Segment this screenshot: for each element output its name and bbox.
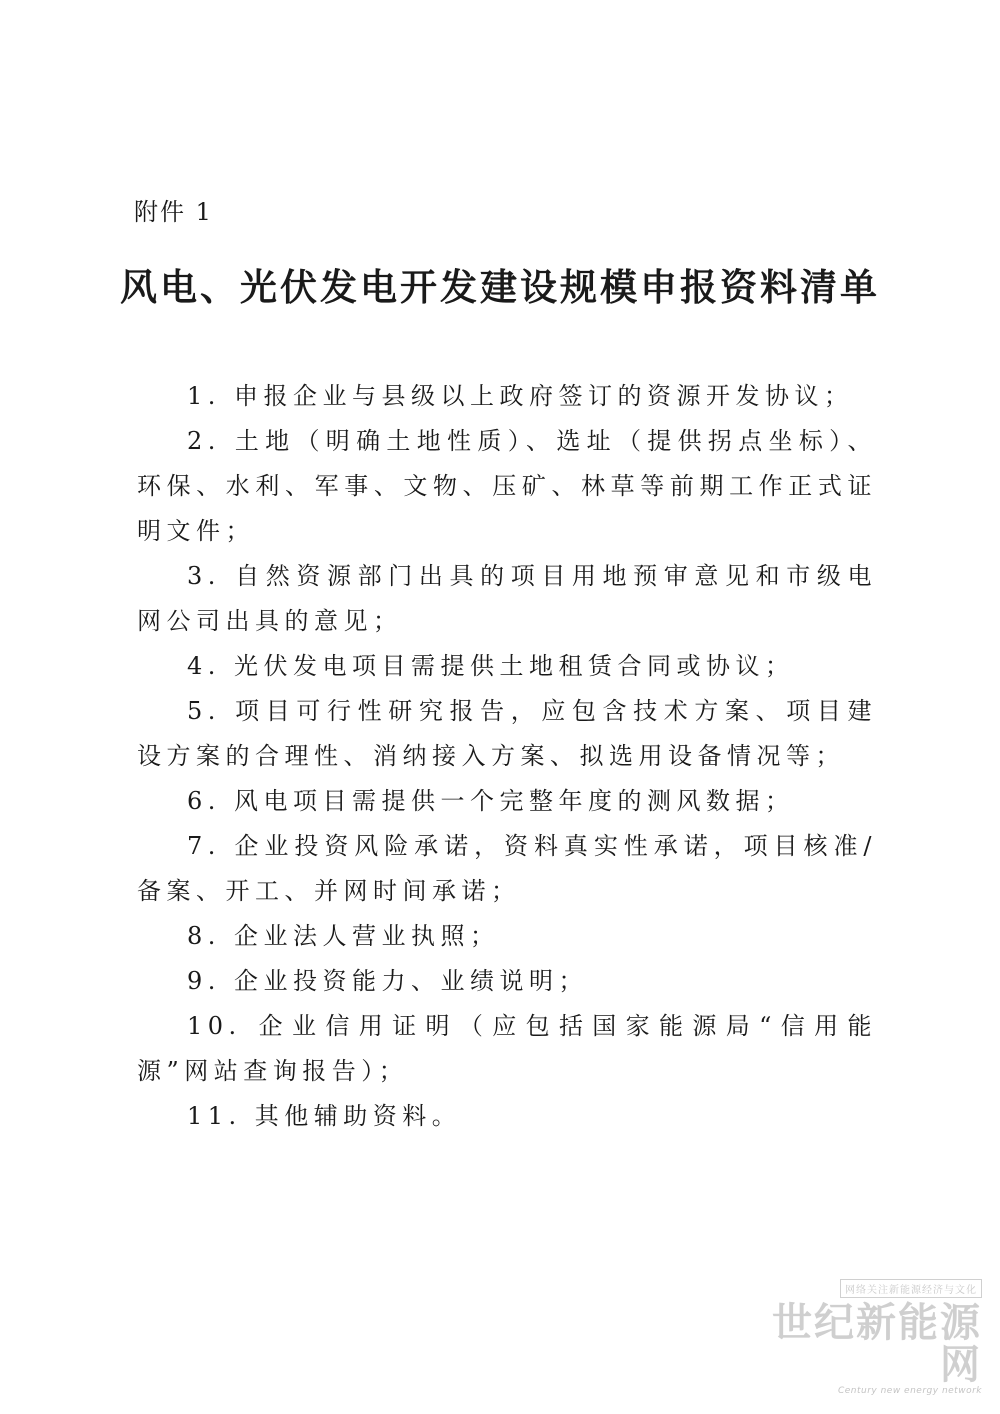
- watermark-english: Century new energy network: [837, 1386, 982, 1396]
- watermark-brand: 世纪新能源网: [772, 1299, 982, 1388]
- list-item: 3. 自然资源部门出具的项目用地预审意见和市级电网公司出具的意见；: [137, 562, 877, 635]
- list-item: 11. 其他辅助资料。: [187, 1102, 462, 1130]
- attachment-label: 附件 1: [134, 198, 213, 226]
- list-item: 5. 项目可行性研究报告，应包含技术方案、项目建设方案的合理性、消纳接入方案、拟选用设备情况等；: [137, 697, 877, 770]
- list-item: 9. 企业投资能力、业绩说明；: [187, 967, 589, 995]
- watermark-logo: [772, 1278, 982, 1396]
- requirements-list: [137, 374, 877, 1139]
- list-item: 1. 申报企业与县级以上政府签订的资源开发协议；: [187, 382, 854, 410]
- list-item: 4. 光伏发电项目需提供土地租赁合同或协议；: [187, 652, 795, 680]
- document-title: 风电、光伏发电开发建设规模申报资料清单: [120, 266, 880, 309]
- list-item: 7. 企业投资风险承诺，资料真实性承诺，项目核准/备案、开工、并网时间承诺；: [137, 832, 877, 905]
- list-item: 10. 企业信用证明（应包括国家能源局“信用能源”网站查询报告）；: [137, 1012, 877, 1085]
- list-item: 2. 土地（明确土地性质）、选址（提供拐点坐标）、环保、水利、军事、文物、压矿、林草等前期工作正式证明文件；: [137, 427, 877, 545]
- list-item: 8. 企业法人营业执照；: [187, 922, 500, 950]
- watermark-tagline: 网络关注新能源经济与文化: [840, 1279, 982, 1298]
- list-item: 6. 风电项目需提供一个完整年度的测风数据；: [187, 787, 795, 815]
